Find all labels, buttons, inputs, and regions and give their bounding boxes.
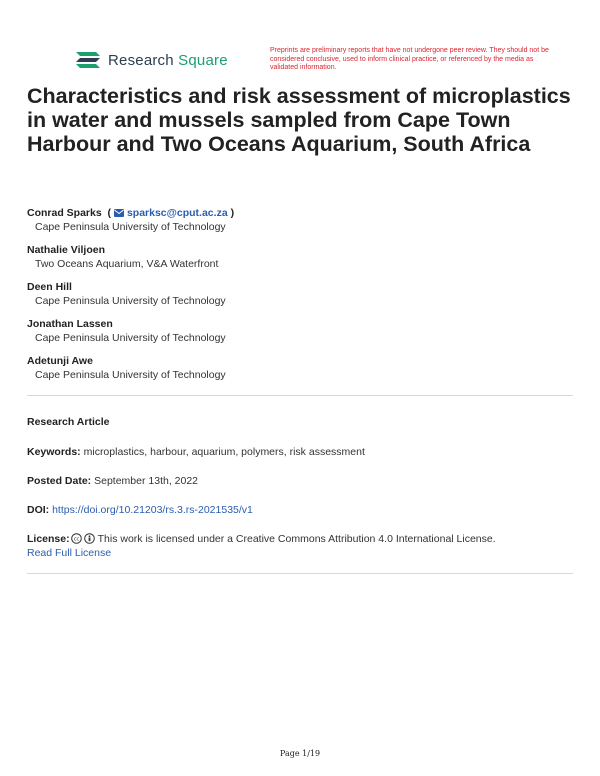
license-label: License: xyxy=(27,533,70,545)
research-square-logo-icon xyxy=(74,49,102,71)
envelope-icon xyxy=(114,209,124,217)
doi-link[interactable]: https://doi.org/10.21203/rs.3.rs-2021535/v1 xyxy=(52,504,253,516)
keywords-value: microplastics, harbour, aquarium, polymers, risk assessment xyxy=(83,446,365,458)
research-square-logo[interactable] xyxy=(74,47,228,73)
by-icon xyxy=(84,533,95,544)
posted-date-value: September 13th, 2022 xyxy=(94,475,199,487)
doi-label: DOI: xyxy=(27,504,50,516)
author-affiliation: Cape Peninsula University of Technology xyxy=(35,332,226,344)
author-affiliation: Cape Peninsula University of Technology xyxy=(35,369,226,381)
read-full-license-link[interactable]: Read Full License xyxy=(27,547,112,559)
posted-date-label: Posted Date: xyxy=(27,475,92,487)
divider xyxy=(27,573,573,574)
author-email-link[interactable] xyxy=(114,207,228,219)
author-affiliation: Cape Peninsula University of Technology xyxy=(35,221,226,233)
author-affiliation: Two Oceans Aquarium, V&A Waterfront xyxy=(35,258,219,270)
author-name-text: Conrad Sparks xyxy=(27,207,102,219)
posted-date xyxy=(27,474,573,488)
author-name: Nathalie Viljoen xyxy=(27,244,105,256)
divider xyxy=(27,395,573,396)
author-email: sparksc@cput.ac.za xyxy=(126,207,228,219)
keywords-label: Keywords: xyxy=(27,446,81,458)
page-number: Page 1/19 xyxy=(279,749,321,758)
license-text: This work is licensed under a Creative Commons Attribution 4.0 International License. xyxy=(97,533,496,545)
brand-name xyxy=(108,52,228,69)
article-type-value: Research Article xyxy=(27,416,110,428)
author-affiliation: Cape Peninsula University of Technology xyxy=(35,295,226,307)
paper-title: Characteristics and risk assessment of microplastics in water and mussels sampled from Cape Town Harbour and Two Oceans Aquarium, South Africa xyxy=(27,84,571,156)
author-name: Jonathan Lassen xyxy=(27,318,113,330)
keywords xyxy=(27,445,573,459)
brand-name-square: Square xyxy=(178,51,228,69)
svg-text:cc: cc xyxy=(73,536,79,543)
doi xyxy=(27,503,573,517)
license xyxy=(27,532,573,560)
cc-icon xyxy=(71,533,82,544)
author-name: Deen Hill xyxy=(27,281,72,293)
preprint-warning: Preprints are preliminary reports that have not undergone peer review. They should not be considered conclusive, used to inform clinical practice, or referenced by the media as validated information. xyxy=(270,47,549,71)
author-name: Conrad Sparks ( sparksc@cput.ac.za ) xyxy=(27,207,235,219)
article-type xyxy=(27,415,573,429)
author-list xyxy=(27,207,572,392)
author-name: Adetunji Awe xyxy=(27,355,93,367)
brand-name-research: Research xyxy=(108,51,174,69)
